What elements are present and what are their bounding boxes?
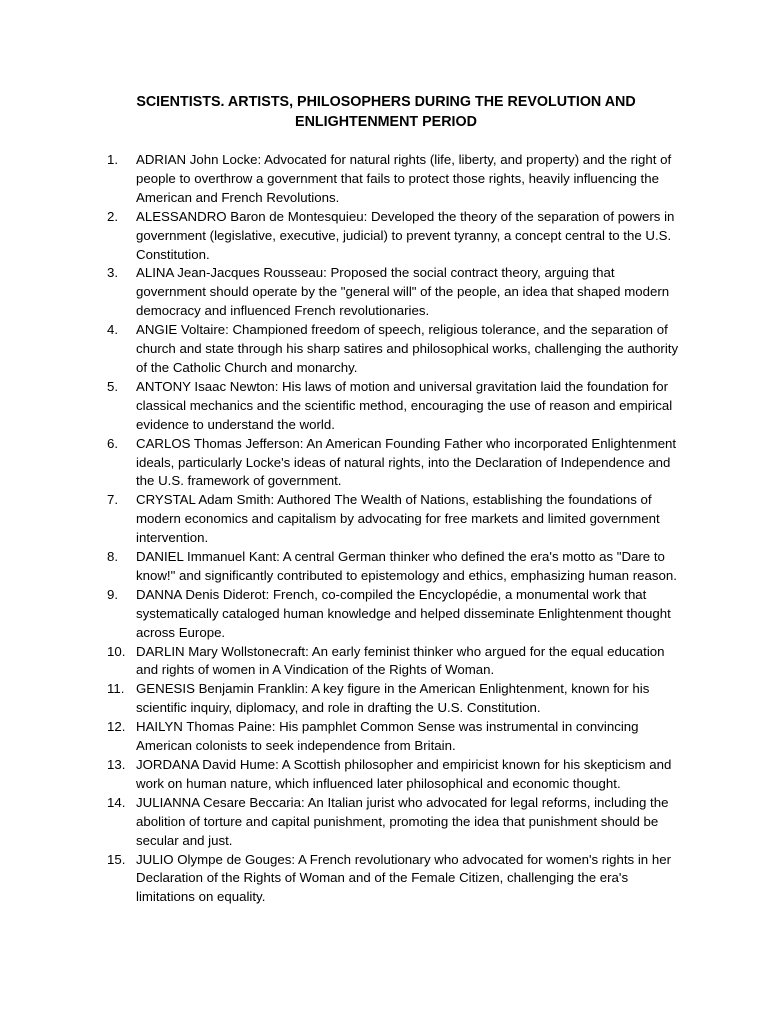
list-item-number: 1. bbox=[107, 152, 119, 167]
list-item-text: ANTONY Isaac Newton: His laws of motion and universal gravitation laid the foundation for classical mechanics and the scientific method, encouraging the use of reason and empirical evidence to understand the world. bbox=[136, 378, 673, 432]
list-item-text: CRYSTAL Adam Smith: Authored The Wealth of Nations, establishing the foundations of modern economics and capitalism by advocating for free markets and limited government intervention. bbox=[136, 492, 660, 546]
list-item-text: CARLOS Thomas Jefferson: An American Founding Father who incorporated Enlightenment ideals, particularly Locke's ideas of natural rights, into the Declaration of Independence and the U.S. framework of government. bbox=[136, 435, 677, 489]
list-item-text: GENESIS Benjamin Franklin: A key figure in the American Enlightenment, known for his scientific inquiry, diplomacy, and role in drafting the U.S. Constitution. bbox=[136, 681, 650, 716]
list-item-text: DANIEL Immanuel Kant: A central German thinker who defined the era's motto as "Dare to know!" and significantly contributed to epistemology and ethics, emphasizing human reason. bbox=[136, 549, 677, 583]
list-item-number: 6. bbox=[107, 435, 119, 451]
list-item bbox=[107, 586, 687, 643]
list-item-number: 2. bbox=[107, 208, 119, 224]
list-item bbox=[107, 491, 687, 548]
list-item-text: JULIO Olympe de Gouges: A French revolutionary who advocated for women's rights in her Declaration of the Rights of Woman and of the Female Citizen, challenging the era's limitations on equality. bbox=[136, 851, 672, 905]
list-item-number: 13. bbox=[107, 757, 126, 772]
list-item-text: DARLIN Mary Wollstonecraft: An early feminist thinker who argued for the equal education and rights of women in A Vindication of the Rights of Woman. bbox=[136, 643, 665, 678]
list-item bbox=[107, 208, 687, 265]
list-item-number: 12. bbox=[107, 719, 126, 735]
list-item-number: 4. bbox=[107, 322, 119, 338]
list-item bbox=[107, 548, 687, 586]
list-item-text: HAILYN Thomas Paine: His pamphlet Common Sense was instrumental in convincing American colonists to seek independence from Britain. bbox=[136, 719, 639, 754]
list-item bbox=[107, 851, 687, 908]
list-item bbox=[107, 321, 687, 378]
list-item-text: ANGIE Voltaire: Championed freedom of speech, religious tolerance, and the separation of church and state through his sharp satires and philosophical works, challenging the authority of the Catholic Church and monarchy. bbox=[136, 322, 679, 375]
list-item bbox=[107, 643, 687, 681]
list-item-number: 7. bbox=[107, 492, 119, 508]
list-item bbox=[107, 378, 687, 435]
entries-list bbox=[107, 151, 687, 907]
list-item-number: 15. bbox=[107, 851, 126, 867]
list-item bbox=[107, 756, 687, 794]
list-item-number: 8. bbox=[107, 549, 119, 565]
list-item bbox=[107, 151, 687, 208]
list-item-text: DANNA Denis Diderot: French, co-compiled the Encyclopédie, a monumental work that systematically cataloged human knowledge and helped disseminate Enlightenment thought across Europe. bbox=[136, 586, 671, 640]
list-item-number: 11. bbox=[107, 681, 125, 697]
list-item-text: ALESSANDRO Baron de Montesquieu: Developed the theory of the separation of powers in government (legislative, executive, judicial) to prevent tyranny, a concept central to the U.S. Constitution. bbox=[136, 208, 675, 262]
document-title: SCIENTISTS. ARTISTS, PHILOSOPHERS DURING THE REVOLUTION AND ENLIGHTENMENT PERIOD bbox=[136, 94, 636, 130]
list-item-number: 5. bbox=[107, 378, 119, 394]
list-item bbox=[107, 264, 687, 321]
list-item bbox=[107, 435, 687, 492]
list-item-number: 14. bbox=[107, 794, 126, 810]
list-item bbox=[107, 794, 687, 851]
list-item bbox=[107, 680, 687, 718]
list-item-number: 3. bbox=[107, 265, 119, 281]
list-item-number: 9. bbox=[107, 586, 119, 602]
list-item-text: JORDANA David Hume: A Scottish philosopher and empiricist known for his skepticism and work on human nature, which influenced later philosophical and economic thought. bbox=[136, 757, 672, 791]
list-item-text: ALINA Jean-Jacques Rousseau: Proposed the social contract theory, arguing that government should operate by the "general will" of the people, an idea that shaped modern democracy and influenced French revolutionaries. bbox=[136, 265, 670, 319]
list-item-text: ADRIAN John Locke: Advocated for natural rights (life, liberty, and property) and the right of people to overthrow a government that fails to protect those rights, heavily influencing the American and French Revolutions. bbox=[136, 152, 672, 205]
list-item-text: JULIANNA Cesare Beccaria: An Italian jurist who advocated for legal reforms, including the abolition of torture and capital punishment, promoting the idea that punishment should be secular and just. bbox=[136, 794, 669, 848]
list-item bbox=[107, 718, 687, 756]
list-item-number: 10. bbox=[107, 643, 126, 659]
